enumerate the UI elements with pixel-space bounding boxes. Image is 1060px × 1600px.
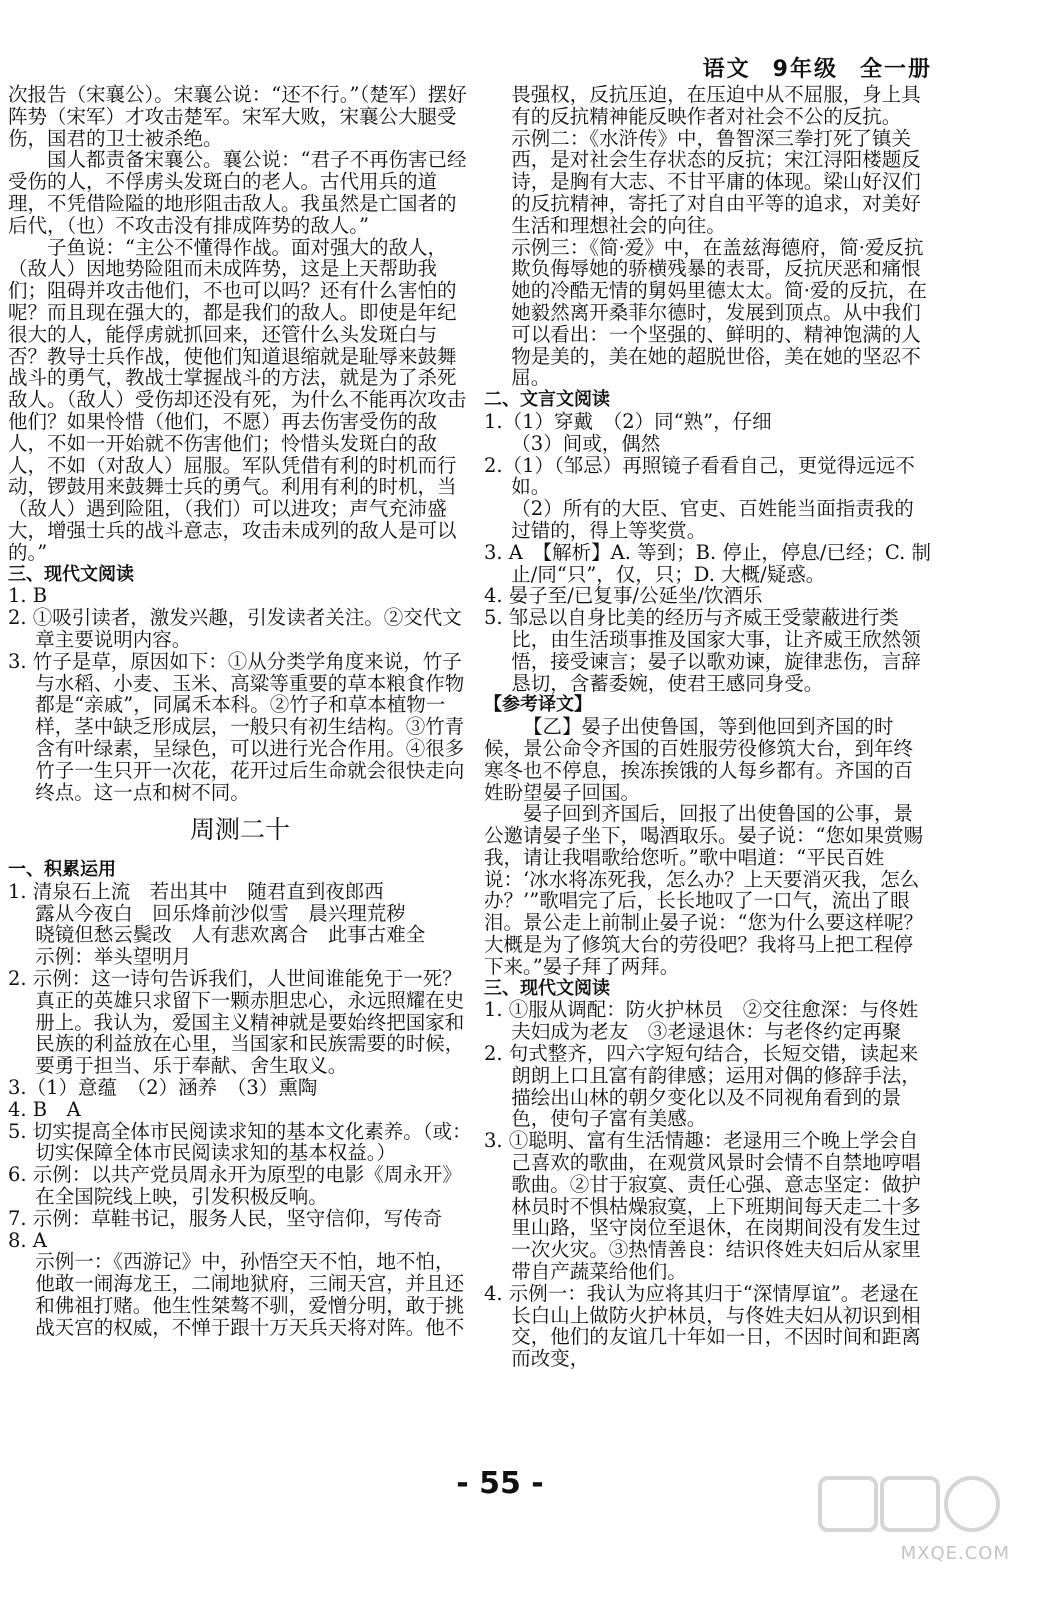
text-paragraph: 4. 晏子至/已复事/公延坐/饮酒乐 bbox=[484, 584, 763, 608]
text-paragraph: 【乙】晏子出使鲁国，等到他回到齐国的时候，景公命令齐国的百姓服劳役修筑大台，到年终寒冬也不停息，挨冻挨饿的人每乡都有。齐国的百姓盼望晏子回国。 bbox=[484, 715, 914, 804]
watermark-text: MXQE.COM bbox=[900, 1543, 1010, 1564]
section-heading: 二、文言文阅读 bbox=[484, 389, 610, 411]
text-paragraph: 2. 句式整齐，四六字短句结合，长短交错，读起来朗朗上口且富有韵律感；运用对偶的修辞手法，描绘出山林的朝夕变化以及不同视角看到的景色，使句子富有美感。 bbox=[484, 1042, 921, 1131]
header-volume: 全一册 bbox=[859, 57, 932, 82]
section-heading: 三、现代文阅读 bbox=[8, 563, 134, 585]
text-paragraph: 畏强权，反抗压迫，在压迫中从不屈服，身上具有的反抗精神能反映作者对社会不公的反抗。 bbox=[511, 83, 921, 128]
section-title: 周测二十 bbox=[189, 815, 290, 845]
text-paragraph: 3.（1）意蕴 （2）涵养 （3）熏陶 bbox=[8, 1076, 318, 1100]
watermark bbox=[800, 1474, 1010, 1564]
text-paragraph: 次报告（宋襄公）。宋襄公说：“还不行。”（楚军）摆好阵势（宋军）才攻击楚军。宋军大败，宋襄公大腿受伤，国君的卫士被杀绝。 bbox=[8, 83, 467, 150]
text-paragraph: 1. 清泉石上流 若出其中 随君直到夜郎西 bbox=[8, 879, 384, 903]
text-paragraph: 4. B A bbox=[8, 1097, 81, 1121]
right-column bbox=[484, 84, 932, 1370]
text-paragraph: 5. 邹忌以自身比美的经历与齐威王受蒙蔽进行类比，由生活琐事推及国家大事，让齐威王欣然领悟，接受谏言；晏子以歌劝谏，旋律悲伤，言辞恳切，含蓄委婉，使君王感同身受。 bbox=[484, 606, 921, 695]
page-header bbox=[681, 52, 932, 83]
header-subject: 语文 bbox=[702, 57, 751, 82]
text-paragraph: 子鱼说：“主公不懂得作战。面对强大的敌人，（敌人）因地势险阻而未成阵势，这是上天帮助我们；阻碍并攻击他们，不也可以吗？还有什么害怕的呢？而且现在强大的，都是我们的敌人。即使是年纪很大的人，能俘虏就抓回来，还管什么头发斑白与否？教导士兵作战，使他们知道退缩就是耻辱来鼓舞战斗的勇气，教战士掌握战斗的方法，就是为了杀死敌人。（敌人）受伤却还没有死，为什么不能再次攻击他们？如果怜惜（他们，不愿）再去伤害受伤的敌人，不如一开始就不伤害他们；怜惜头发斑白的敌人，不如（对敌人）屈服。军队凭借有利的时机而行动，锣鼓用来鼓舞士兵的勇气。利用有利的时机，当（敌人）遇到险阻，（我们）可以进攻；声气充沛盛大，增强士兵的战斗意志，攻击未成列的敌人是可以的。” bbox=[8, 235, 467, 564]
header-grade: 9年级 bbox=[772, 57, 838, 82]
text-paragraph: 示例：举头望明月 bbox=[35, 945, 192, 969]
text-paragraph: 1.（1）穿戴 （2）同“熟”，仔细 bbox=[484, 409, 772, 433]
text-paragraph: 2. ①吸引读者，激发兴趣，引发读者关注。②交代文章主要说明内容。 bbox=[8, 606, 462, 651]
text-paragraph: 3. ①聪明、富有生活情趣：老逯用三个晚上学会自己喜欢的歌曲，在观赏风景时会情不自禁地哼唱歌曲。②甘于寂寞、责任心强、意志坚定：做护林员时不惧枯燥寂寞，上下班期间每天走二十多里山路，坚守岗位至退休，在岗期间没有发生过一次火灾。③热情善良：结识佟姓夫妇后从家里带自产蔬菜给他们。 bbox=[484, 1129, 921, 1284]
text-paragraph: 国人都责备宋襄公。襄公说：“君子不再伤害已经受伤的人，不俘虏头发斑白的老人。古代用兵的道理，不凭借险隘的地形阻击敌人。我虽然是亡国者的后代，（也）不攻击没有排成阵势的敌人。” bbox=[8, 148, 467, 237]
page-number: - 55 - bbox=[456, 1466, 544, 1501]
text-paragraph: 5. 切实提高全体市民阅读求知的基本文化素养。（或：切实保障全体市民阅读求知的基本权益。） bbox=[8, 1119, 472, 1165]
text-paragraph: 8. A bbox=[8, 1228, 47, 1252]
text-paragraph: 4. 示例一：我认为应将其归于“深情厚谊”。老逯在长白山上做防火护林员，与佟姓夫妇从初识到相交，他们的友谊几十年如一日，不因时间和距离而改变， bbox=[484, 1281, 921, 1371]
text-paragraph: 2. 示例：这一诗句告诉我们，人世间谁能免于一死？真正的英雄只求留下一颗赤胆忠心，永远照耀在史册上。我认为，爱国主义精神就是要始终把国家和民族的利益放在心里，当国家和民族需要的时候，要勇于担当、乐于奉献、舍生取义。 bbox=[8, 967, 465, 1078]
text-paragraph: 1. B bbox=[8, 584, 48, 608]
text-paragraph: 示例二：《水浒传》中，鲁智深三拳打死了镇关西，是对社会生存状态的反抗；宋江浔阳楼题反诗，是胸有大志、不甘平庸的体现。梁山好汉们的反抗精神，寄托了对自由平等的追求，对美好生活和理想社会的向往。 bbox=[511, 126, 921, 237]
text-paragraph: 3. A 【解析】A. 等到；B. 停止，停息/已经；C. 制止/同“只”，仅，只；D. 大概/疑惑。 bbox=[484, 540, 932, 586]
text-paragraph: 7. 示例：草鞋书记，服务人民，坚守信仰，写传奇 bbox=[8, 1206, 443, 1230]
text-paragraph: 晓镜但愁云鬓改 人有悲欢离合 此事古难全 bbox=[35, 923, 426, 947]
text-paragraph: 1. ①服从调配：防火护林员 ②交往愈深：与佟姓夫妇成为老友 ③老逯退休：与老佟约定再聚 bbox=[484, 998, 919, 1044]
text-paragraph: 2.（1）（邹忌）再照镜子看看自己，更觉得远远不如。 bbox=[484, 453, 915, 499]
text-paragraph: 露从今夜白 回乐烽前沙似雪 晨兴理荒秽 bbox=[35, 901, 406, 925]
text-paragraph: （3）间或，偶然 bbox=[511, 431, 661, 455]
answer-seal-icon bbox=[800, 1474, 1010, 1544]
left-column bbox=[8, 84, 472, 1339]
section-heading: 【参考译文】 bbox=[484, 694, 592, 716]
text-paragraph: 示例一：《西游记》中，孙悟空天不怕，地不怕，他敢一闹海龙王，二闹地狱府，三闹天宫，并且还和佛祖打赌。他生性桀骜不驯，爱憎分明，敢于挑战天宫的权威，不惮于跟十万天兵天将对阵。他不 bbox=[35, 1250, 465, 1339]
text-paragraph: 6. 示例：以共产党员周永开为原型的电影《周永开》在全国院线上映，引发积极反响。 bbox=[8, 1163, 462, 1209]
text-paragraph: 3. 竹子是草，原因如下：①从分类学角度来说，竹子与水稻、小麦、玉米、高粱等重要的草本粮食作物都是“亲戚”，同属禾本科。②竹子和草本植物一样，茎中缺乏形成层，一般只有初生结构。③竹青含有叶绿素，呈绿色，可以进行光合作用。④很多竹子一生只开一次花，花开过后生命就会很快走向终点。这一点和树不同。 bbox=[8, 649, 465, 804]
section-heading: 一、积累运用 bbox=[8, 859, 116, 881]
section-heading: 三、现代文阅读 bbox=[484, 977, 610, 999]
text-paragraph: 晏子回到齐国后，回报了出使鲁国的公事，景公邀请晏子坐下，喝酒取乐。晏子说：“您如果赏赐我，请让我唱歌给您听。”歌中唱道：“平民百姓说：‘冰水将冻死我，怎么办？上天要消灭我，怎么办？’”歌唱完了后，长长地叹了一口气，流出了眼泪。景公走上前制止晏子说：“您为什么要这样呢？大概是为了修筑大台的劳役吧？我将马上把工程停下来。”晏子拜了两拜。 bbox=[484, 802, 923, 978]
text-paragraph: 示例三：《简·爱》中，在盖兹海德府，简·爱反抗欺负侮辱她的骄横残暴的表哥，反抗厌恶和痛恨她的冷酷无情的舅妈里德太太。简·爱的反抗，在她毅然离开桑菲尔德时，发展到顶点。从中我们可以看出：一个坚强的、鲜明的、精神饱满的人物是美的，美在她的超脱世俗，美在她的坚忍不屈。 bbox=[511, 235, 927, 390]
text-paragraph: （2）所有的大臣、官吏、百姓能当面指责我的过错的，得上等奖赏。 bbox=[511, 497, 914, 542]
